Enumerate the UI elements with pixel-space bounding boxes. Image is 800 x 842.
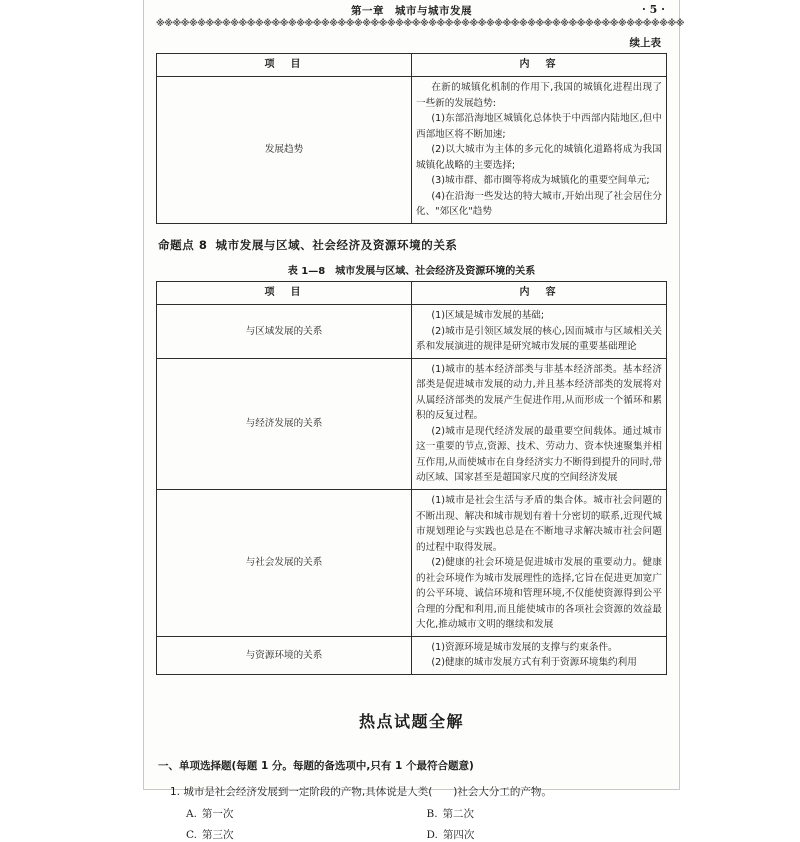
running-head [156, 3, 667, 19]
continued-table [156, 53, 667, 224]
content-line: (1)区域是城市发展的基础; [431, 310, 545, 322]
question-list [156, 784, 667, 842]
option-row [186, 806, 667, 821]
option-text: 第一次 [201, 807, 234, 820]
row-item-label: 与区域发展的关系 [157, 305, 412, 359]
content-line: (2)城市是现代经济发展的最重要空间载体。通过城市这一重要的节点,资源、技术、劳动力、资本快速聚集并相互作用,从而使城市在自身经济实力不断得到提升的同时,带动区域、国家甚至是超国家尺度的空间经济发展 [416, 425, 662, 484]
content-line: (1)城市的基本经济部类与非基本经济部类。基本经济部类是促进城市发展的动力,并且基本经济部类的发展将对从属经济部类的发展产生促进作用,从而形成一个循环和累积的反复过程。 [416, 363, 662, 422]
content-line: (3)城市群、都市圈等将成为城镇化的重要空间单元; [431, 175, 650, 187]
table-row [157, 636, 667, 674]
exam-title: 热点试题全解 [358, 711, 464, 731]
option-row [186, 827, 667, 842]
content-line: (1)城市是社会生活与矛盾的集合体。城市社会问题的不断出现、解决和城市规划有着十分密切的联系,近现代城市规划理论与实践也总是在不断地寻求解决城市社会问题的过程中取得发展。 [416, 495, 662, 553]
section-heading [156, 237, 667, 253]
table-header-row [157, 54, 667, 77]
option-key: C. [186, 828, 197, 841]
table-header-row [157, 281, 667, 304]
running-head-title: 第一章 城市与城市发展 [351, 5, 472, 17]
scanned-page [143, 0, 684, 841]
option-text: 第四次 [442, 828, 475, 841]
content-line: (2)健康的城市发展方式有利于资源环境集约利用 [431, 657, 637, 669]
content-line: (4)在沿海一些发达的特大城市,开始出现了社会居住分化、"郊区化"趋势 [416, 190, 662, 218]
page-number: · 5 · [642, 3, 665, 16]
exam-section [156, 709, 667, 842]
column-header-item: 项 目 [157, 54, 412, 77]
table-caption: 表 1—8 城市发展与区域、社会经济及资源环境的关系 [287, 265, 536, 277]
continued-table-body [157, 77, 667, 224]
row-item-label: 与经济发展的关系 [157, 358, 412, 489]
column-header-item: 项 目 [157, 281, 412, 304]
table-row [157, 305, 667, 359]
column-header-content: 内 容 [412, 281, 667, 304]
option-a[interactable] [186, 806, 427, 821]
relations-table [156, 281, 667, 675]
option-list [170, 806, 667, 842]
option-text: 第三次 [202, 828, 234, 841]
content-line: (2)以大城市为主体的多元化的城镇化道路将成为我国城镇化战略的主要选择; [416, 144, 662, 171]
relations-table-body [157, 305, 667, 675]
table-row [157, 490, 667, 637]
option-c[interactable] [186, 827, 427, 842]
row-content [412, 77, 667, 224]
table-row [157, 77, 667, 224]
option-key: A. [186, 807, 197, 820]
option-key: D. [426, 828, 438, 841]
row-content [412, 490, 667, 637]
content-line: 在新的城镇化机制的作用下,我国的城镇化进程出现了一些新的发展趋势: [416, 82, 662, 109]
option-b[interactable] [427, 806, 668, 821]
question-stem: 1. 城市是社会经济发展到一定阶段的产物,具体说是人类( )社会大分工的产物。 [170, 785, 552, 798]
exam-subtitle: 一、单项选择题(每题 1 分。每题的备选项中,只有 1 个最符合题意) [158, 759, 474, 772]
content-line: (1)东部沿海地区城镇化总体快于中西部内陆地区,但中西部地区将不断加速; [416, 113, 662, 140]
content-line: (2)城市是引领区域发展的核心,因而城市与区域相关关系和发展演进的规律是研究城市发展的重要基础理论 [416, 325, 662, 353]
section-point-title: 城市发展与区域、社会经济及资源环境的关系 [215, 237, 458, 252]
row-item-label: 与资源环境的关系 [157, 636, 412, 674]
decorative-rule: ※※※※※※※※※※※※※※※※※※※※※※※※※※※※※※※※※※※※※※※※※※※※※※※※※※※※※※※※※※※※※※※※ [156, 19, 684, 29]
row-item-label: 发展趋势 [157, 77, 412, 224]
continued-table-label: 续上表 [629, 37, 661, 49]
row-content [412, 305, 667, 359]
table-row [157, 358, 667, 489]
row-item-label: 与社会发展的关系 [157, 490, 412, 637]
content-line: (1)资源环境是城市发展的支撑与约束条件。 [431, 641, 618, 653]
option-d[interactable] [427, 827, 668, 842]
question [156, 784, 667, 842]
row-content [412, 636, 667, 674]
option-text: 第二次 [442, 807, 475, 820]
content-line: (2)健康的社会环境是促进城市发展的重要动力。健康的社会环境作为城市发展理性的选择,它旨在促进更加宽广的公平环境、诚信环境和管理环境,不仅能使资源得到公平合理的分配和利用,而且能使城市的各项社会资源的效益最大化,推动城市文明的继续和发展 [416, 557, 662, 631]
option-key: B. [426, 807, 438, 820]
column-header-content: 内 容 [412, 54, 667, 77]
row-content [412, 358, 667, 489]
section-point-label: 命题点 8 [158, 237, 208, 252]
